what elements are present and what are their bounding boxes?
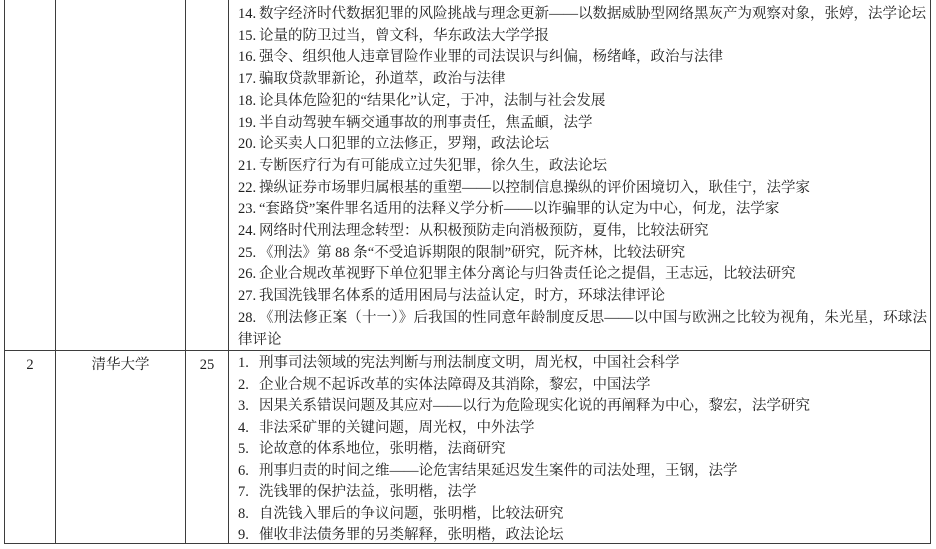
paper-title-text: 论买卖人口犯罪的立法修正，罗翔，政法论坛 <box>259 136 549 153</box>
paper-item <box>238 243 927 265</box>
paper-item <box>238 482 927 504</box>
university-papers-table <box>4 0 931 544</box>
paper-title-text: 《刑法修正案（十一）》后我国的性同意年龄制度反思——以中国与欧洲之比较为视角，朱光星，环球法律评论 <box>238 309 927 348</box>
paper-number: 2. <box>238 376 249 393</box>
paper-item <box>238 156 927 178</box>
paper-number: 21. <box>238 157 257 174</box>
paper-title-text: 企业合规改革视野下单位犯罪主体分离论与归咎责任论之提倡，王志远，比较法研究 <box>259 266 796 283</box>
paper-item <box>238 113 927 135</box>
paper-title-text: “套路贷”案件罪名适用的法释义学分析——以诈骗罪的认定为中心，何龙，法学家 <box>259 201 780 218</box>
paper-number: 28. <box>238 309 257 326</box>
paper-title-text: 非法采矿罪的关键问题，周光权，中外法学 <box>259 419 535 436</box>
cell-papers <box>229 0 930 350</box>
paper-item <box>238 375 927 397</box>
paper-number: 25. <box>238 244 257 261</box>
table-row <box>5 0 930 351</box>
paper-number: 19. <box>238 114 257 131</box>
cell-university <box>56 0 186 350</box>
paper-title-text: 论具体危险犯的“结果化”认定，于冲，法制与社会发展 <box>259 92 606 109</box>
paper-number: 18. <box>238 92 257 109</box>
paper-title-text: 论量的防卫过当，曾文科，华东政法大学学报 <box>259 27 549 44</box>
paper-item <box>238 525 927 544</box>
paper-number: 4. <box>238 419 249 436</box>
paper-item <box>238 353 927 375</box>
paper-item <box>238 69 927 91</box>
paper-title-text: 因果关系错误问题及其应对——以行为危险现实化说的再阐释为中心，黎宏，法学研究 <box>259 398 810 414</box>
paper-number: 1. <box>238 355 249 371</box>
paper-number: 22. <box>238 179 257 196</box>
paper-item <box>238 91 927 113</box>
paper-number: 17. <box>238 71 257 88</box>
paper-number: 23. <box>238 201 257 218</box>
paper-item <box>238 396 927 418</box>
paper-title-text: 半自动驾驶车辆交通事故的刑事责任，焦孟頔，法学 <box>259 114 593 131</box>
paper-number: 7. <box>238 484 249 500</box>
cell-count <box>186 0 229 350</box>
paper-number: 16. <box>238 49 257 66</box>
paper-item <box>238 264 927 286</box>
paper-number: 15. <box>238 27 257 44</box>
paper-item <box>238 504 927 526</box>
paper-number: 5. <box>238 441 249 457</box>
paper-title-text: 洗钱罪的保护法益，张明楷，法学 <box>259 484 477 500</box>
cell-index <box>5 0 56 350</box>
paper-number: 9. <box>238 527 249 543</box>
paper-title-text: 论故意的体系地位，张明楷，法商研究 <box>259 441 506 457</box>
paper-item <box>238 47 927 69</box>
paper-title-text: 刑事归责的时间之维——论危害结果延迟发生案件的司法处理，王钢，法学 <box>259 462 738 479</box>
paper-title-text: 《刑法》第 88 条“不受追诉期限的限制”研究，阮齐林，比较法研究 <box>259 244 686 261</box>
paper-item <box>238 221 927 243</box>
paper-title-text: 网络时代刑法理念转型：从积极预防走向消极预防，夏伟，比较法研究 <box>259 223 709 240</box>
paper-title-text: 强令、组织他人违章冒险作业罪的司法误识与纠偏，杨绪峰，政治与法律 <box>259 49 723 66</box>
paper-item <box>238 308 927 350</box>
paper-title-text: 刑事司法领域的宪法判断与刑法制度文明，周光权，中国社会科学 <box>259 355 680 371</box>
paper-number: 14. <box>238 6 257 22</box>
paper-number: 27. <box>238 288 257 305</box>
paper-number: 24. <box>238 223 257 240</box>
paper-item <box>238 286 927 308</box>
paper-title-text: 催收非法债务罪的另类解释，张明楷，政法论坛 <box>259 527 564 543</box>
paper-title-text: 骗取贷款罪新论，孙道萃，政治与法律 <box>259 71 506 88</box>
paper-title-text: 自洗钱入罪后的争议问题，张明楷，比较法研究 <box>259 505 564 522</box>
paper-item <box>238 4 927 26</box>
paper-number: 8. <box>238 505 249 522</box>
paper-item <box>238 439 927 461</box>
paper-title-text: 数字经济时代数据犯罪的风险挑战与理念更新——以数据威胁型网络黑灰产为观察对象，张婷，法学论坛 <box>259 6 926 22</box>
table-row <box>5 351 930 544</box>
cell-papers <box>229 351 930 544</box>
paper-item <box>238 461 927 483</box>
paper-item <box>238 199 927 221</box>
paper-title-text: 专断医疗行为有可能成立过失犯罪，徐久生，政法论坛 <box>259 157 607 174</box>
paper-number: 6. <box>238 462 249 479</box>
paper-item <box>238 178 927 200</box>
paper-title-text: 我国洗钱罪名体系的适用困局与法益认定，时方，环球法律评论 <box>259 288 665 305</box>
paper-number: 3. <box>238 398 249 414</box>
cell-count: 25 <box>186 351 229 544</box>
paper-title-text: 企业合规不起诉改革的实体法障碍及其消除，黎宏，中国法学 <box>259 376 651 393</box>
cell-index: 2 <box>5 351 56 544</box>
paper-item <box>238 134 927 156</box>
paper-number: 20. <box>238 136 257 153</box>
paper-item <box>238 418 927 440</box>
paper-number: 26. <box>238 266 257 283</box>
cell-university: 清华大学 <box>56 351 186 544</box>
paper-title-text: 操纵证券市场罪归属根基的重塑——以控制信息操纵的评价困境切入，耿佳宁，法学家 <box>259 179 810 196</box>
paper-item <box>238 26 927 48</box>
